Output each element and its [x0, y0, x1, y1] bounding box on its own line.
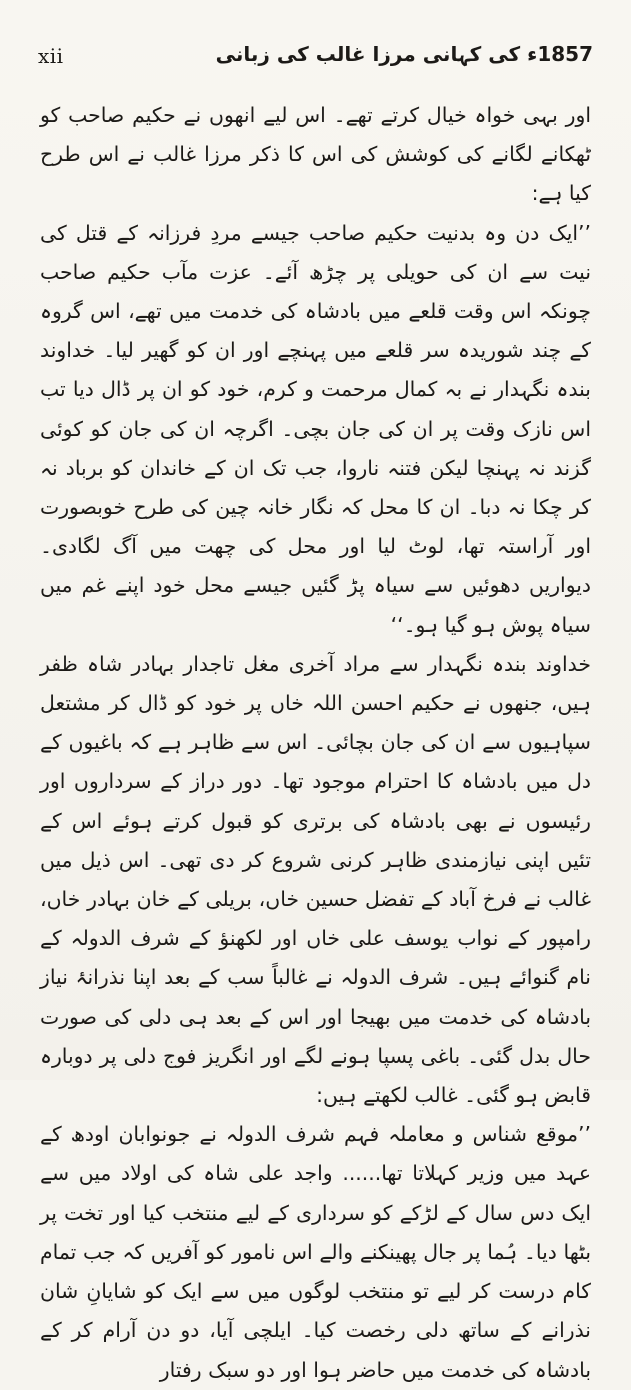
block-quote: ’’ایک دن وہ بدنیت حکیم صاحب جیسے مردِ فرزانہ کے قتل کی نیت سے ان کی حویلی پر چڑھ آئے۔ عزت مآب حکیم صاحب چونکہ اس وقت قلعے میں بادشاہ کی خدمت میں تھے، اس گروہ کے چند شوریدہ سر قلعے میں پہنچے اور ان کو گھیر لیا۔ خداوند بندہ نگہدار نے بہ کمال مرحمت و کرم، خود کو ان پر ڈال دیا تب اس نازک وقت پر ان کی جان بچی۔ اگرچہ ان کی جان کو کوئی گزند نہ پہنچا لیکن فتنہ ناروا، جب تک ان کے خاندان کو برباد نہ کر چکا نہ دبا۔ ان کا محل کہ نگار خانہ چین کی طرح خوبصورت اور آراستہ تھا، لوٹ لیا اور محل کی چھت میں آگ لگادی۔ دیواریں دھوئیں سے سیاہ پڑ گئیں جیسے محل خود اپنے غم میں سیاہ پوش ہو گیا ہو۔‘‘: [40, 220, 591, 637]
page-number: xii: [38, 44, 64, 68]
paragraph: اور بہی خواہ خیال کرتے تھے۔ اس لیے انھوں نے حکیم صاحب کو ٹھکانے لگانے کی کوشش کی اس کا ذکر مرزا غالب نے اس طرح کیا ہے:: [40, 103, 591, 206]
paragraph: خداوند بندہ نگہدار سے مراد آخری مغل تاجدار بہادر شاہ ظفر ہیں، جنھوں نے حکیم احسن اللہ خاں پر خود کو ڈال کر مشتعل سپاہیوں سے ان کی جان بچائی۔ اس سے ظاہر ہے کہ باغیوں کے دل میں بادشاہ کا احترام موجود تھا۔ دور دراز کے سرداروں اور رئیسوں نے بھی بادشاہ کی برتری کو قبول کرتے ہوئے اس کے تئیں اپنی نیازمندی ظاہر کرنی شروع کر دی تھی۔ اس ذیل میں غالب نے فرخ آباد کے تفضل حسین خاں، بریلی کے خان بہادر خاں، رامپور کے نواب یوسف علی خاں اور لکھنؤ کے شرف الدولہ کے نام گنوائے ہیں۔ شرف الدولہ نے غالباً سب کے بعد اپنا نذرانۂ نیاز بادشاہ کی خدمت میں بھیجا اور اس کے بعد ہی دلی کی صورت حال بدل گئی۔ باغی پسپا ہونے لگے اور انگریز فوج دلی پر دوبارہ قابض ہو گئی۔ غالب لکھتے ہیں:: [40, 651, 591, 1108]
body-text: [40, 96, 591, 1390]
running-title: 1857ء کی کہانی مرزا غالب کی زبانی: [215, 42, 593, 66]
block-quote: ’’موقع شناس و معاملہ فہم شرف الدولہ نے جونوابان اودھ کے عہد میں وزیر کہلاتا تھا...... واجد علی شاہ کی اولاد میں سے ایک دس سال کے لڑکے کو سرداری کے لیے منتخب کیا اور تخت پر بٹھا دیا۔ ہُما پر جال پھینکنے والے اس نامور کو آفریں کہ جب تمام کام درست کر لیے تو منتخب لوگوں میں سے ایک کو شایانِ شان نذرانے کے ساتھ دلی رخصت کیا۔ ایلچی آیا، دو دن آرام کر کے بادشاہ کی خدمت میں حاضر ہوا اور دو سبک رفتار: [40, 1122, 591, 1382]
page-header: [38, 42, 593, 76]
